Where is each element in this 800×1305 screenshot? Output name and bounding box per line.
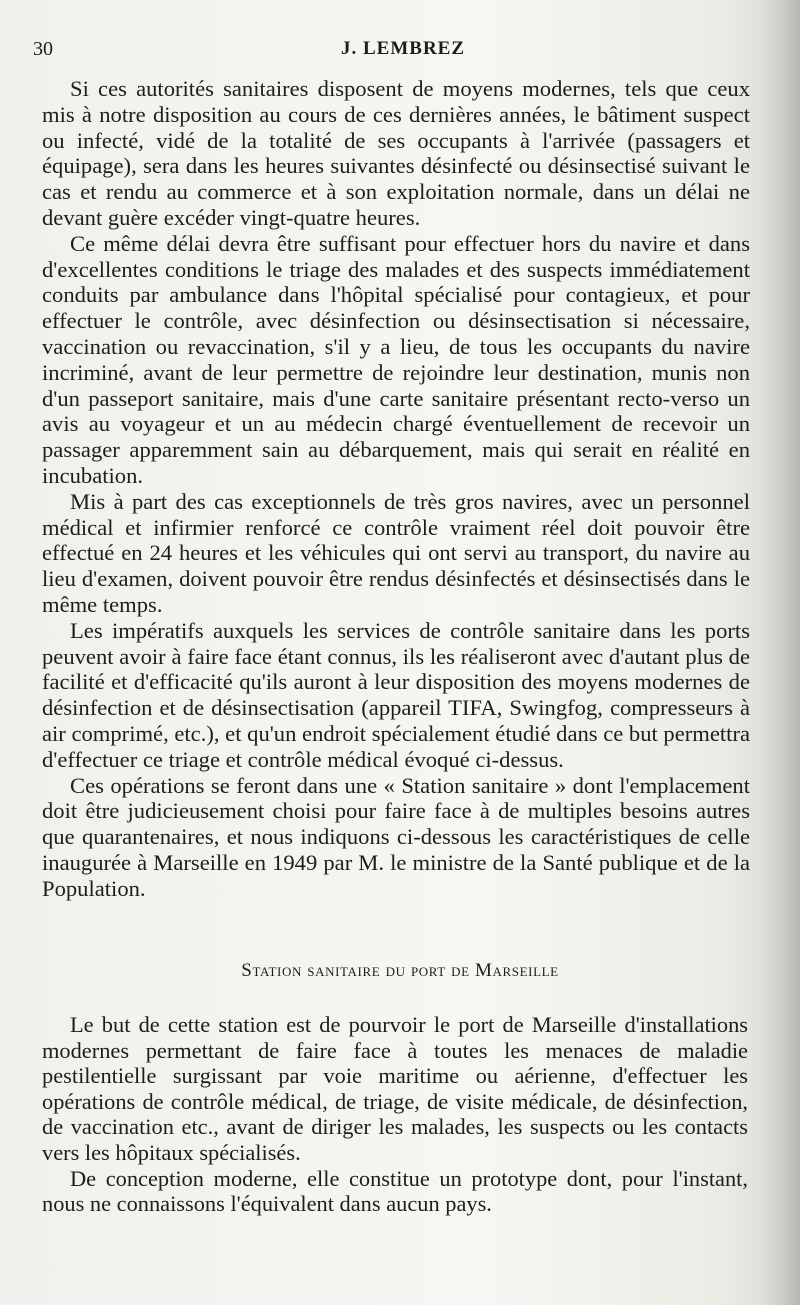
paragraph: Mis à part des cas exceptionnels de très gros navires, avec un personnel médical et infirmier renforcé ce contrôle vraiment réel doit pouvoir être effectué en 24 heures et les véhicules qui ont servi au transport, du navire au lieu d'examen, doivent pouvoir être rendus désinfectés et désinsectisés dans le même temps. <box>42 488 750 617</box>
page-edge-shadow <box>760 0 800 1305</box>
main-text <box>42 76 750 902</box>
paragraph: Le but de cette station est de pourvoir le port de Marseille d'installations modernes permettant de faire face à toutes les menaces de maladie pestilentielle surgissant par voie maritime ou aérienne, d'effectuer les opérations de contrôle médical, de triage, de visite médicale, de désinfection, de vaccination etc., avant de diriger les malades, les suspects ou les contacts vers les hôpitaux spécialisés. <box>42 1012 748 1165</box>
paragraph: Ces opérations se feront dans une « Station sanitaire » dont l'emplacement doit être judicieusement choisi pour faire face à de multiples besoins autres que quarantenaires, et nous indiquons ci-dessous les caractéristiques de celle inaugurée à Marseille en 1949 par M. le ministre de la Santé publique et de la Population. <box>42 772 750 901</box>
paragraph: Si ces autorités sanitaires disposent de moyens modernes, tels que ceux mis à notre disposition au cours de ces dernières années, le bâtiment suspect ou infecté, vidé de la totalité de ses occupants à l'arrivée (passagers et équipage), sera dans les heures suivantes désinfecté ou désinsectisé suivant le cas et rendu au commerce et à son exploitation normale, dans un délai ne devant guère excéder vingt-quatre heures. <box>42 76 750 230</box>
section-text <box>42 1012 748 1217</box>
running-head: J. LEMBREZ <box>341 38 466 59</box>
page-number: 30 <box>33 38 53 60</box>
paragraph: Les impératifs auxquels les services de contrôle sanitaire dans les ports peuvent avoir à faire face étant connus, ils les réaliseront avec d'autant plus de facilité et d'efficacité qu'ils auront à leur disposition des moyens modernes de désinfection et de désinsectisation (appareil TIFA, Swingfog, compresseurs à air comprimé, etc.), et qu'un endroit spécialement étudié dans ce but permettra d'effectuer ce triage et contrôle médical évoqué ci-dessus. <box>42 617 750 772</box>
paragraph: De conception moderne, elle constitue un prototype dont, pour l'instant, nous ne connaissons l'équivalent dans aucun pays. <box>42 1165 748 1217</box>
page-header <box>0 38 800 68</box>
section-title: Station sanitaire du port de Marseille <box>241 960 559 981</box>
paragraph: Ce même délai devra être suffisant pour effectuer hors du navire et dans d'excellentes conditions le triage des malades et des suspects immédiatement conduits par ambulance dans l'hôpital spécialisé pour contagieux, et pour effectuer le contrôle, avec désinfection ou désinsectisation si nécessaire, vaccination ou revaccination, s'il y a lieu, de tous les occupants du navire incriminé, avant de leur permettre de rejoindre leur destination, munis non d'un passeport sanitaire, mais d'une carte sanitaire présentant recto-verso un avis au voyageur et un au médecin chargé éventuellement de recevoir un passager apparemment sain au débarquement, mais qui serait en réalité en incubation. <box>42 230 750 488</box>
